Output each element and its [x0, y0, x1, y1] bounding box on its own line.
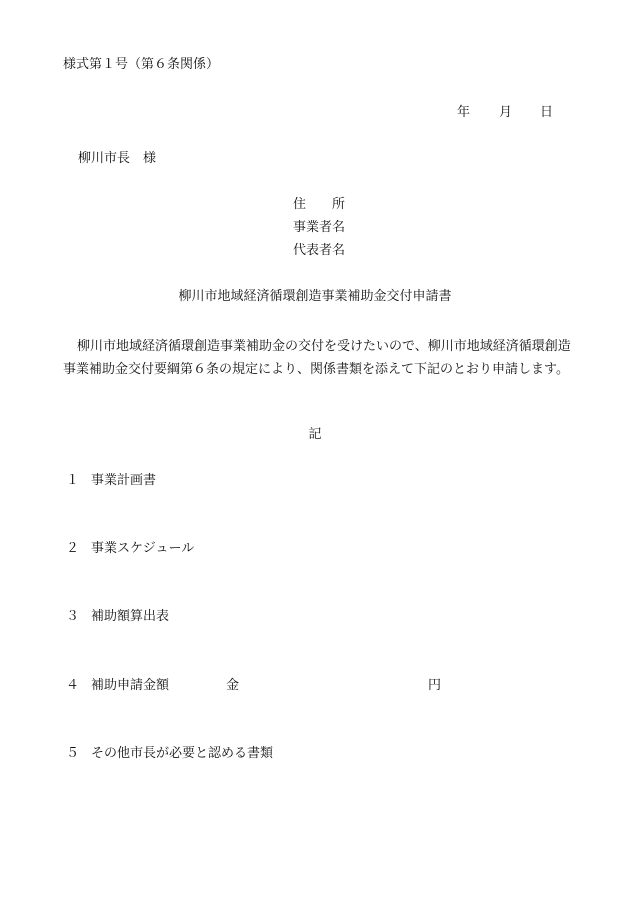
item-subsidy-calculation: 補助額算出表 [91, 609, 170, 624]
item-schedule: 事業スケジュール [91, 541, 195, 556]
addressee: 柳川市長 様 [78, 151, 157, 166]
item-other-documents: その他市長が必要と認める書類 [91, 746, 274, 761]
ki-heading: 記 [308, 427, 322, 442]
form-number: 様式第１号（第６条関係） [63, 57, 220, 72]
application-body-text: 柳川市地域経済循環創造事業補助金の交付を受けたいので、柳川市地域経済循環創造事業補助金交付要綱第６条の規定により、関係書類を添えて下記のとおり申請します。 [63, 339, 571, 377]
item-number: ４ [66, 678, 80, 693]
item-number: ５ [66, 746, 80, 761]
item-business-plan: 事業計画書 [91, 473, 157, 488]
item-number: ２ [66, 541, 80, 556]
date-month-label: 月 [499, 105, 513, 120]
applicant-address-label: 住 所 [293, 197, 346, 212]
item-requested-amount: 補助申請金額 [91, 678, 170, 693]
item-number: ３ [66, 609, 80, 624]
document-title: 柳川市地域経済循環創造事業補助金交付申請書 [178, 289, 452, 304]
applicant-representative-label: 代表者名 [293, 243, 346, 258]
amount-yen-label: 円 [428, 678, 442, 693]
date-year-label: 年 [457, 105, 471, 120]
date-day-label: 日 [540, 105, 554, 120]
amount-kin-label: 金 [226, 678, 240, 693]
applicant-business-name-label: 事業者名 [293, 220, 346, 235]
item-number: １ [66, 473, 80, 488]
